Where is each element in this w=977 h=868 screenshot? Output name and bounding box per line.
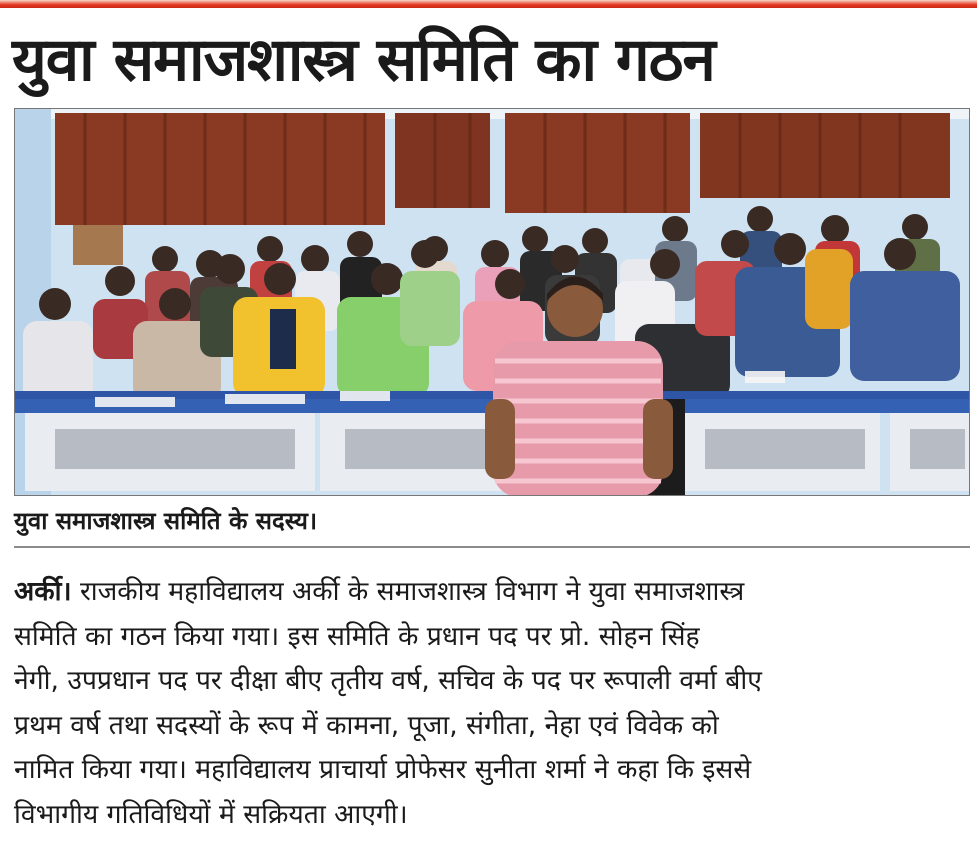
article-line-3: नेगी, उपप्रधान पद पर दीक्षा बीए तृतीय वर्ष, सचिव के पद पर रूपाली वर्मा बीए <box>14 665 762 696</box>
article-line-1 <box>14 570 970 615</box>
photo-caption: युवा समाजशास्त्र समिति के सदस्य। <box>14 507 318 535</box>
article-line-1-text: राजकीय महाविद्यालय अर्की के समाजशास्त्र विभाग ने युवा समाजशास्त्र <box>71 576 745 607</box>
group-photo-illustration <box>15 109 970 496</box>
headline: युवा समाजशास्त्र समिति का गठन <box>12 25 715 95</box>
article-body <box>14 570 970 837</box>
group-photo <box>14 108 970 496</box>
article-line-4: प्रथम वर्ष तथा सदस्यों के रूप में कामना, पूजा, संगीता, नेहा एवं विवेक को <box>14 709 719 741</box>
dateline: अर्की। <box>14 576 72 607</box>
article-line-2: समिति का गठन किया गया। इस समिति के प्रधान पद पर प्रो. सोहन सिंह <box>14 620 700 652</box>
article-line-5: नामित किया गया। महाविद्यालय प्राचार्या प्रोफेसर सुनीता शर्मा ने कहा कि इससे <box>14 754 752 785</box>
caption-divider <box>14 546 970 548</box>
top-accent-bar <box>0 0 977 8</box>
article-line-6: विभागीय गतिविधियों में सक्रियता आएगी। <box>14 798 408 830</box>
